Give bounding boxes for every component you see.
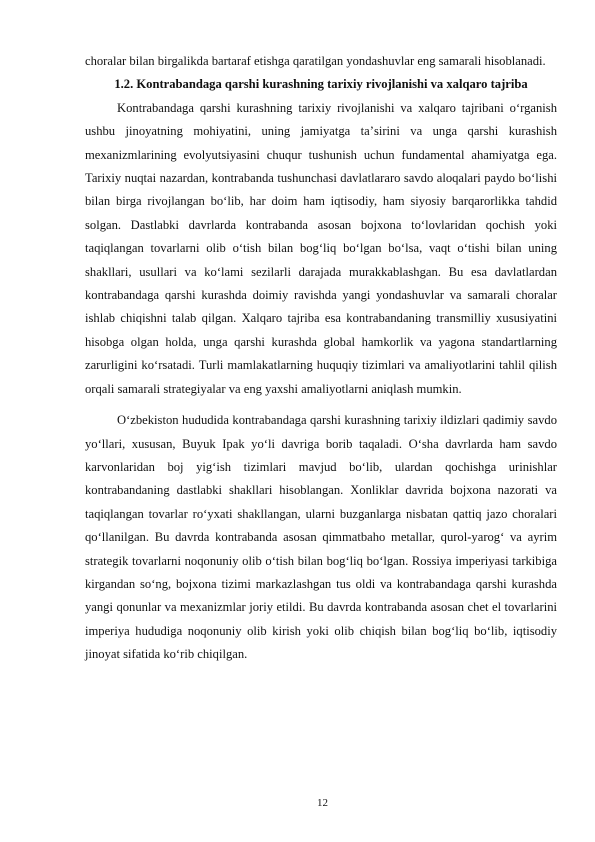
- section-heading: 1.2. Kontrabandaga qarshi kurashning tarixiy rivojlanishi va xalqaro tajriba: [114, 77, 528, 92]
- body-paragraph-2: Oʻzbekiston hududida kontrabandaga qarshi kurashning tarixiy ildizlari qadimiy savdo yoʻllari, xususan, Buyuk Ipak yoʻli davriga borib taqaladi. Oʻsha davrlarda ham savdo karvonlaridan boj yigʻish tizimlari mavjud boʻlib, ulardan qochishga urinishlar kontrabandaning dastlabki shakllari hisoblangan. Xonliklar davrida bojxona nazorati va taqiqlangan tovarlar roʻyxati shakllangan, ularni buzganlarga nisbatan qattiq jazo choralari qoʻllanilgan. Bu davrda kontrabanda asosan qimmatbaho metallar, qurol-yarogʻ va ayrim strategik tovarlarni noqonuniy olib oʻtish bilan bogʻliq boʻlgan. Rossiya imperiyasi tarkibiga kirgandan soʻng, bojxona tizimi markazlashgan tus oldi va kontrabandaga qarshi kurashda yangi qonunlar va mexanizmlar joriy etildi. Bu davrda kontrabanda asosan chet el tovarlarini imperiya hududiga noqonuniy olib kirish yoki olib chiqish bilan bogʻliq boʻlib, iqtisodiy jinoyat sifatida koʻrib chiqilgan.: [85, 413, 557, 662]
- document-page: [85, 50, 557, 667]
- page-number: 12: [317, 797, 328, 809]
- body-paragraph-1: Kontrabandaga qarshi kurashning tarixiy rivojlanishi va xalqaro tajribani oʻrganish ushbu jinoyatning mohiyatini, uning jamiyatga taʼsirini va unga qarshi kurashish mexanizmlarining evolyutsiyasini chuqur tushunish uchun fundamental ahamiyatga ega. Tarixiy nuqtai nazardan, kontrabanda tushunchasi davlatlararo savdo aloqalari paydo boʻlishi bilan birga rivojlangan boʻlib, har doim ham iqtisodiy, ham siyosiy barqarorlikka tahdid solgan. Dastlabki davrlarda kontrabanda asosan bojxona toʻlovlaridan qochish yoki taqiqlangan tovarlarni olib oʻtish bilan bogʻliq boʻlgan boʻlsa, vaqt oʻtishi bilan uning shakllari, usullari va koʻlami sezilarli darajada murakkablashgan. Bu esa davlatlardan kontrabandaga qarshi kurashda doimiy ravishda yangi yondashuvlar va samarali choralar ishlab chiqishni talab qilgan. Xalqaro tajriba esa kontrabandaning transmilliy xususiyatini hisobga olgan holda, unga qarshi kurashda global hamkorlik va yagona standartlarning zarurligini koʻrsatadi. Turli mamlakatlarning huquqiy tizimlari va amaliyotlarini tahlil qilish orqali samarali strategiyalar va eng yaxshi amaliyotlarni aniqlash mumkin.: [85, 100, 557, 396]
- paragraph-spacer: [85, 401, 557, 409]
- continuation-paragraph: choralar bilan birgalikda bartaraf etishga qaratilgan yondashuvlar eng samarali hisoblanadi.: [85, 54, 546, 68]
